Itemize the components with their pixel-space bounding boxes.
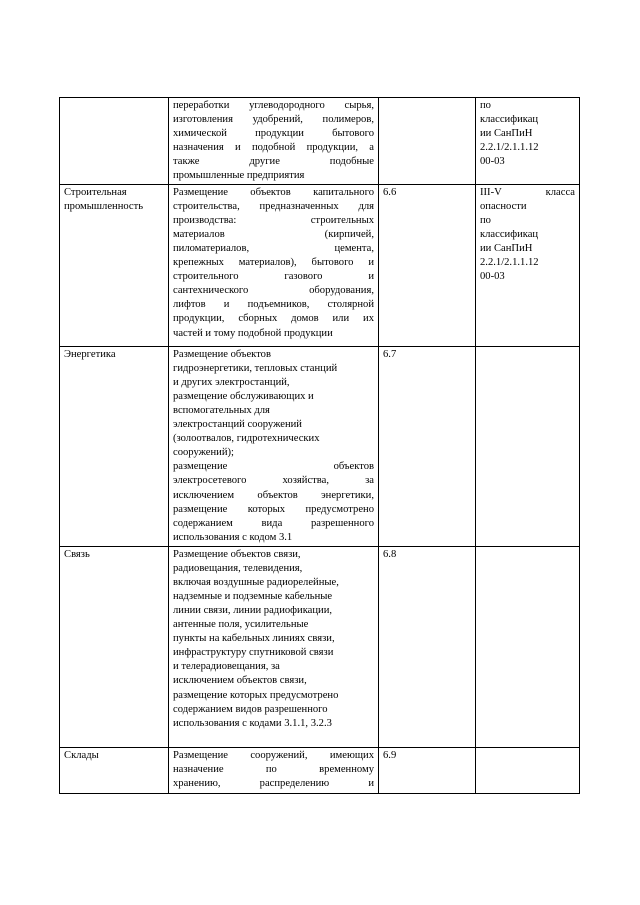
description-line: назначения и подобной продукции, а	[173, 142, 374, 154]
description-line: (золоотвалов, гидротехнических	[173, 433, 320, 445]
description-line: надземные и подземные кабельные	[173, 590, 333, 602]
description-line: сантехнического оборудования,	[173, 285, 374, 297]
description-line: химической продукции бытового	[173, 128, 374, 140]
table-row	[60, 546, 580, 747]
description-line: также другие подобные	[173, 156, 374, 168]
description-line: электростанций сооружений	[173, 419, 302, 431]
table-row	[60, 747, 580, 793]
use-code: 6.8	[383, 548, 397, 560]
description-line: включая воздушные радиорелейные,	[173, 576, 339, 588]
cell-description	[169, 98, 379, 185]
note-line: классификац	[480, 228, 539, 240]
table-row	[60, 346, 580, 546]
use-name-line: Энергетика	[64, 348, 116, 360]
use-code: 6.6	[383, 186, 397, 198]
use-name-line: промышленность	[64, 200, 144, 212]
note-line: III-V класса	[480, 186, 575, 198]
description-line: строительного газового и	[173, 271, 374, 283]
description-line: инфраструктуру спутниковой связи	[173, 647, 334, 659]
cell-code	[379, 747, 476, 793]
description-line: использования с кодом 3.1	[173, 531, 293, 543]
note-line: 00-03	[480, 156, 505, 168]
description-line: содержанием видов разрешенного	[173, 703, 328, 715]
description-line: гидроэнергетики, тепловых станций	[173, 362, 338, 374]
table-row	[60, 98, 580, 185]
cell-code	[379, 546, 476, 747]
note-line: по	[480, 214, 491, 226]
description-line: размещение обслуживающих и	[173, 390, 314, 402]
description-line: радиовещания, телевидения,	[173, 562, 303, 574]
description-line: назначение по временному	[173, 763, 374, 775]
note-line: 2.2.1/2.1.1.12	[480, 142, 539, 154]
description-line: изготовления удобрений, полимеров,	[173, 114, 374, 126]
description-line: промышленные предприятия	[173, 170, 305, 182]
description-line: хранению, распределению и	[173, 777, 374, 789]
cell-use-name	[60, 98, 169, 185]
table-body	[60, 98, 580, 794]
cell-description	[169, 184, 379, 346]
description-line: продукции, сборных домов или их	[173, 313, 374, 325]
cell-code	[379, 346, 476, 546]
note-line: ии СанПиН	[480, 242, 533, 254]
description-line: переработки углеводородного сырья,	[173, 100, 374, 111]
description-line: пиломатериалов, цемента,	[173, 242, 374, 254]
description-line: и телерадиовещания, за	[173, 661, 280, 673]
description-line: электросетевого хозяйства, за	[173, 475, 374, 487]
cell-description	[169, 747, 379, 793]
description-line: вспомогательных для	[173, 404, 270, 416]
description-line: Размещение объектов капитального	[173, 186, 374, 198]
use-name-line: Связь	[64, 548, 90, 560]
cell-use-name	[60, 184, 169, 346]
use-code: 6.9	[383, 749, 397, 761]
description-line: строительства, предназначенных для	[173, 200, 374, 212]
description-line: использования с кодами 3.1.1, 3.2.3	[173, 717, 332, 729]
cell-note	[476, 346, 580, 546]
note-line: 00-03	[480, 271, 505, 283]
description-line: Размещение сооружений, имеющих	[173, 749, 374, 761]
description-line: Размещение объектов	[173, 348, 271, 360]
note-line: по	[480, 100, 491, 111]
cell-use-name	[60, 546, 169, 747]
description-line: сооружений);	[173, 447, 234, 459]
description-line: частей и тому подобной продукции	[173, 327, 333, 339]
land-use-table	[59, 97, 580, 794]
use-code: 6.7	[383, 348, 397, 360]
description-line: линии связи, линии радиофикации,	[173, 604, 333, 616]
description-line: материалов (кирпичей,	[173, 228, 374, 240]
use-name-line: Строительная	[64, 186, 127, 198]
cell-code	[379, 184, 476, 346]
cell-use-name	[60, 346, 169, 546]
cell-code	[379, 98, 476, 185]
description-line: размещение которых предусмотрено	[173, 689, 339, 701]
description-line: содержанием вида разрешенного	[173, 517, 374, 529]
cell-use-name	[60, 747, 169, 793]
cell-description	[169, 546, 379, 747]
description-line: и других электростанций,	[173, 376, 290, 388]
table-row	[60, 184, 580, 346]
description-line: исключением объектов энергетики,	[173, 489, 374, 501]
use-name-line: Склады	[64, 749, 99, 761]
description-line: размещение которых предусмотрено	[173, 503, 374, 515]
note-line: 2.2.1/2.1.1.12	[480, 257, 539, 269]
description-line: Размещение объектов связи,	[173, 548, 301, 560]
description-line: антенные поля, усилительные	[173, 619, 309, 631]
description-line: размещение объектов	[173, 461, 374, 473]
cell-note	[476, 747, 580, 793]
description-line: крепежных материалов), бытового и	[173, 257, 374, 269]
cell-note	[476, 98, 580, 185]
note-line: классификац	[480, 114, 539, 126]
description-line: пункты на кабельных линиях связи,	[173, 633, 335, 645]
description-line: лифтов и подъемников, столярной	[173, 299, 374, 311]
note-line: опасности	[480, 200, 527, 212]
cell-description	[169, 346, 379, 546]
note-line: ии СанПиН	[480, 128, 533, 140]
cell-note	[476, 546, 580, 747]
description-line: производства: строительных	[173, 214, 374, 226]
cell-note	[476, 184, 580, 346]
description-line: исключением объектов связи,	[173, 675, 307, 687]
